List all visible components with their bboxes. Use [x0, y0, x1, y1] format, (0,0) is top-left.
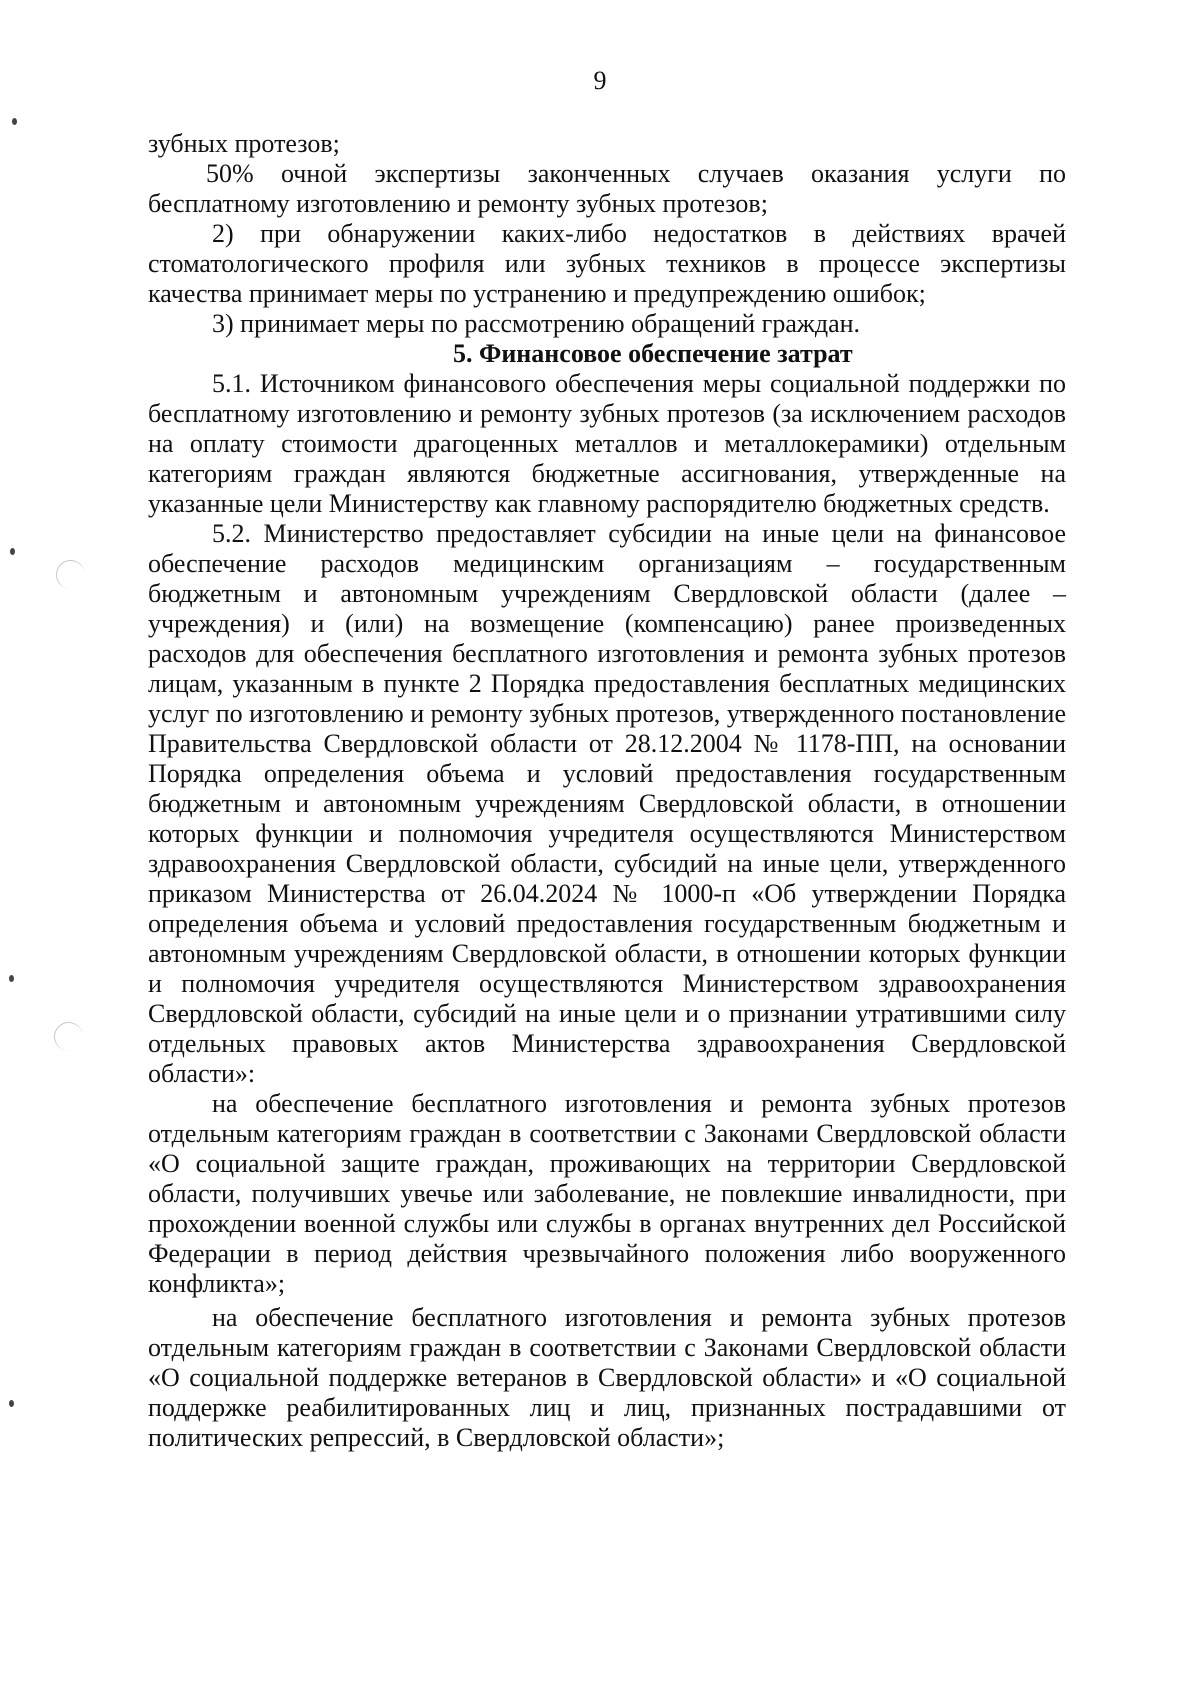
paragraph: на обеспечение бесплатного изготовления и ремонта зубных протезов отдельным категориям граждан в соответствии с Законами Свердловской области «О социальной защите граждан, проживающих на территории Свердловской области, получивших увечье или заболевание, не повлекшие инвалидности, при прохождении военной службы или службы в органах внутренних дел Российской Федерации в период действия чрезвычайного положения либо вооруженного конфликта»; [148, 1089, 1066, 1298]
scan-artifact-mark [12, 118, 17, 125]
scan-artifact-mark [10, 548, 15, 555]
paragraph: 5.2. Министерство предоставляет субсидии на иные цели на финансовое обеспечение расходов медицинским организациям – государственным бюджетным и автономным учреждениям Свердловской области (далее – учреждения) и (или) на возмещение (компенсацию) ранее произведенных расходов для обеспечения бесплатного изготовления и ремонта зубных протезов лицам, указанным в пункте 2 Порядка предоставления бесплатных медицинских услуг по изготовлению и ремонту зубных протезов, утвержденного постановление Правительства Свердловской области от 28.12.2004 № 1178-ПП, на основании Порядка определения объема и условий предоставления государственным бюджетным и автономным учреждениям Свердловской области, в отношении которых функции и полномочия учредителя осуществляются Министерством здравоохранения Свердловской области, субсидий на иные цели, утвержденного приказом Министерства от 26.04.2024 № 1000-п «Об утверждении Порядка определения объема и условий предоставления государственным бюджетным и автономным учреждениям Свердловской области, в отношении которых функции и полномочия учредителя осуществляются Министерством здравоохранения Свердловской области, субсидий на иные цели и о признании утратившими силу отдельных правовых актов Министерства здравоохранения Свердловской области»: [148, 519, 1066, 1088]
document-body [148, 129, 1066, 1453]
scan-artifact-mark [9, 1400, 14, 1407]
scan-artifact-mark [9, 975, 14, 982]
section-heading: 5. Финансовое обеспечение затрат [453, 339, 853, 368]
paragraph: 2) при обнаружении каких-либо недостатков в действиях врачей стоматологического профиля или зубных техников в процессе экспертизы качества принимает меры по устранению и предупреждению ошибок; [148, 219, 1066, 308]
paragraph: на обеспечение бесплатного изготовления и ремонта зубных протезов отдельным категориям граждан в соответствии с Законами Свердловской области «О социальной поддержке ветеранов в Свердловской области» и «О социальной поддержке реабилитированных лиц и лиц, признанных пострадавшими от политических репрессий, в Свердловской области»; [148, 1303, 1066, 1452]
paragraph: 50% очной экспертизы законченных случаев оказания услуги по бесплатному изготовлению и ремонту зубных протезов; [148, 159, 1066, 218]
scan-artifact-arc [54, 1022, 83, 1051]
paragraph: зубных протезов; [148, 129, 340, 158]
paragraph: 3) принимает меры по рассмотрению обращений граждан. [212, 309, 861, 338]
scan-artifact-arc [56, 560, 85, 589]
page-number: 9 [593, 66, 607, 95]
paragraph: 5.1. Источником финансового обеспечения меры социальной поддержки по бесплатному изготовлению и ремонту зубных протезов (за исключением расходов на оплату стоимости драгоценных металлов и металлокерамики) отдельным категориям граждан являются бюджетные ассигнования, утвержденные на указанные цели Министерству как главному распорядителю бюджетных средств. [148, 369, 1066, 518]
